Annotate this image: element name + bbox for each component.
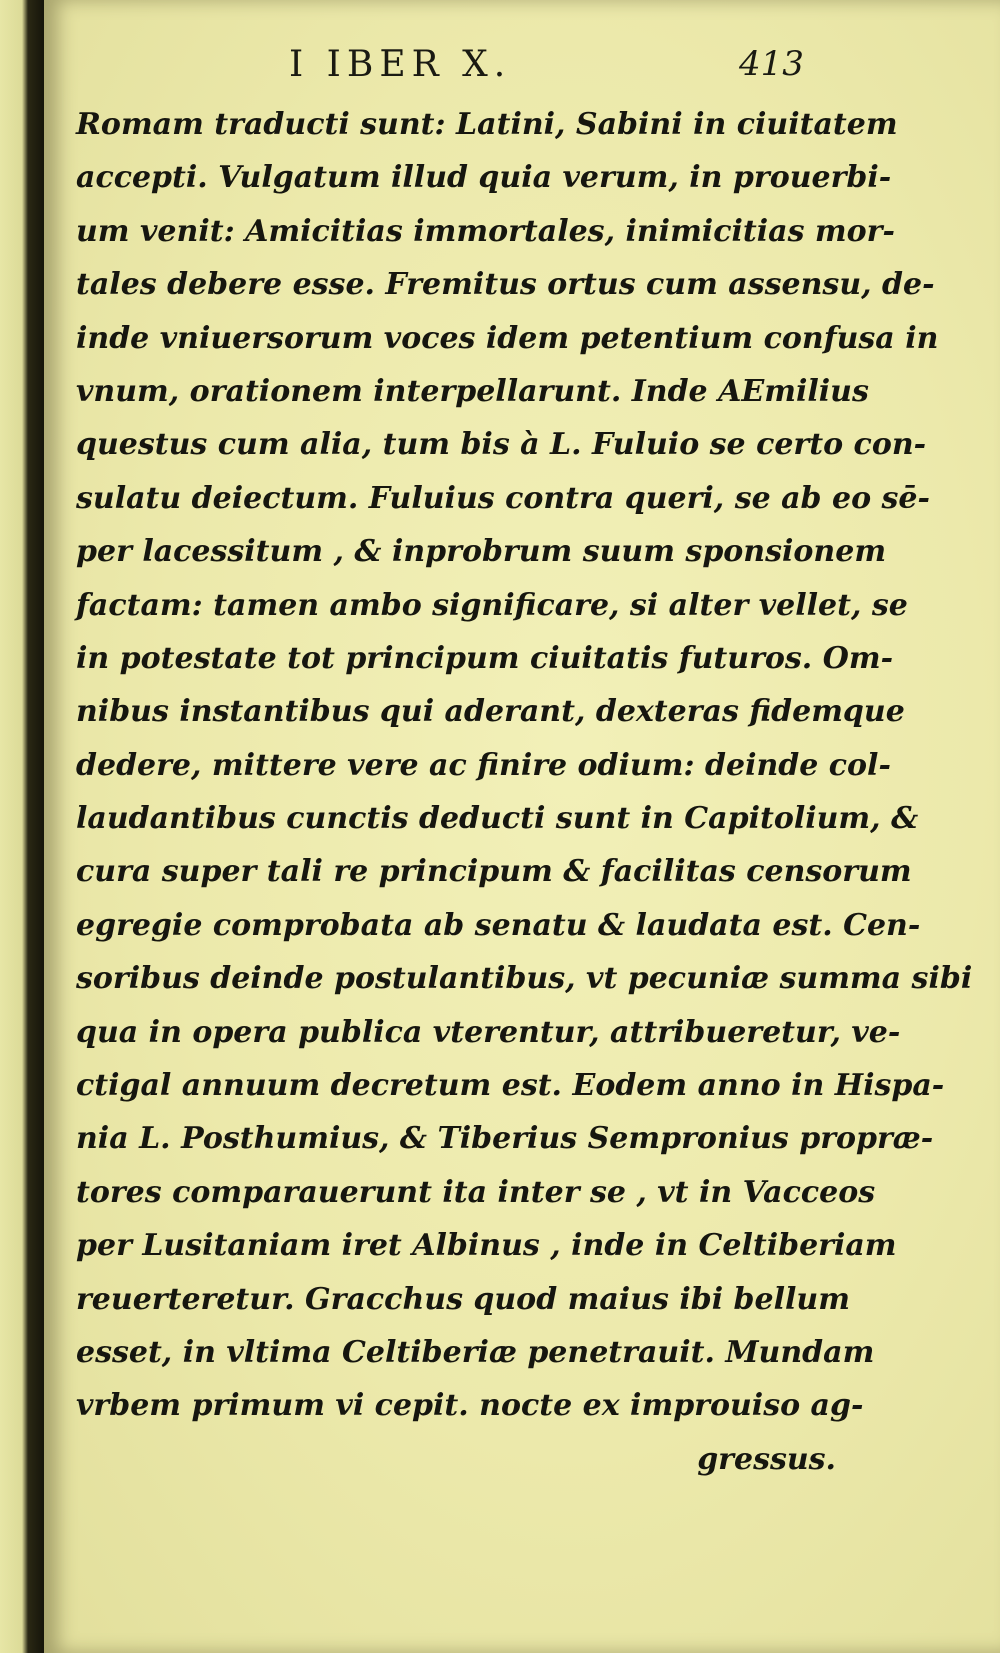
text-line: reuerteretur. Gracchus quod maius ibi bellum (76, 1281, 850, 1317)
text-line: dedere, mittere vere ac finire odium: deinde col- (76, 747, 891, 783)
text-line: tores comparauerunt ita inter se , vt in Vacceos (76, 1174, 876, 1210)
text-line: questus cum alia, tum bis à L. Fuluio se certo con- (76, 427, 927, 463)
text-line: nibus instantibus qui aderant, dexteras fidemque (76, 694, 905, 730)
text-line: vnum, orationem interpellarunt. Inde AEmilius (76, 373, 869, 409)
body-text (76, 98, 973, 1486)
text-line: cura super tali re principum & facilitas censorum (76, 854, 912, 890)
text-line: ctigal annuum decretum est. Eodem anno in Hispa- (76, 1068, 945, 1104)
text-line-final: gressus. (697, 1441, 836, 1477)
page-number: 413 (739, 44, 804, 84)
text-line: accepti. Vulgatum illud quia verum, in prouerbi- (76, 160, 892, 196)
text-line: sulatu deiectum. Fuluius contra queri, se ab eo sē- (76, 480, 930, 516)
book-page (44, 0, 1000, 1653)
running-head: I IBER X. (289, 44, 512, 85)
text-line: esset, in vltima Celtiberiæ penetrauit. Mundam (76, 1334, 875, 1370)
text-line: per lacessitum , & inprobrum suum sponsionem (76, 534, 887, 570)
page-header (44, 40, 1000, 96)
text-line: soribus deinde postulantibus, vt pecuniæ summa sibi (76, 961, 973, 997)
text-line: um venit: Amicitias immortales, inimicitias mor- (76, 213, 895, 249)
adjacent-page-edge (0, 0, 44, 1653)
text-line: inde vniuersorum voces idem petentium confusa in (76, 320, 939, 356)
text-line: qua in opera publica vterentur, attribueretur, ve- (76, 1014, 901, 1050)
text-line: factam: tamen ambo significare, si alter vellet, se (76, 587, 908, 623)
text-line: in potestate tot principum ciuitatis futuros. Om- (76, 640, 894, 676)
text-line: tales debere esse. Fremitus ortus cum assensu, de- (76, 267, 935, 303)
text-line: nia L. Posthumius, & Tiberius Sempronius propræ- (76, 1121, 934, 1157)
text-line: per Lusitaniam iret Albinus , inde in Celtiberiam (76, 1228, 897, 1264)
text-line: Romam traducti sunt: Latini, Sabini in ciuitatem (76, 107, 898, 142)
text-line: egregie comprobata ab senatu & laudata est. Cen- (76, 907, 921, 943)
text-line: vrbem primum vi cepit. nocte ex improuiso ag- (76, 1388, 864, 1424)
text-line: laudantibus cunctis deducti sunt in Capitolium, & (76, 801, 919, 837)
